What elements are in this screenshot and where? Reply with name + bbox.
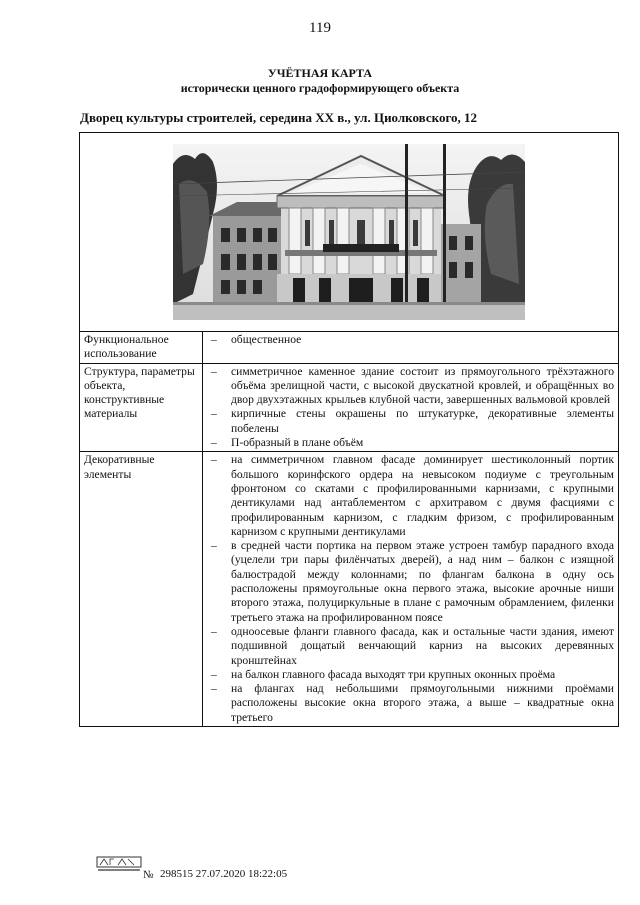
row-content-decor: [203, 452, 619, 727]
row-label-structure: Структура, параметры объекта, конструктивные материалы: [80, 363, 203, 452]
object-name: Дворец культуры строителей, середина XX в., ул. Циолковского, 12: [80, 110, 478, 125]
list-item: – симметричное каменное здание состоит из прямоугольного трёхэтажного объёма зрелищной части, с высокой двускатной кровлей, и обращённых во двор двухэтажных крыльев клубной части, завершенных вальмовой кровлей: [211, 364, 614, 407]
row-structure: [80, 363, 619, 452]
photo-row: [80, 133, 619, 332]
building-photo: [173, 144, 525, 320]
doc-number-symbol: №: [143, 869, 154, 881]
page-number: 119: [309, 20, 331, 36]
list-item: – на флангах над небольшими прямоугольными нижними проёмами расположены высокие окна второго этажа, а выше – квадратные окна третьего: [211, 682, 614, 724]
registration-card-table: [79, 132, 619, 727]
list-item: – в средней части портика на первом этаже устроен тамбур парадного входа (уцелели три пары филёнчатых дверей), а над ним – балкон с изящной балюстрадой между колоннами; по флангам балкона в одну ось расположены прямоугольные окна первого этажа, высокие арочные ниши второго этажа, полуциркульные в плане с рамочным обрамлением, филенки третьего этажа на профилированном поясе: [211, 539, 614, 624]
registry-stamp-icon: [96, 856, 142, 874]
row-label-decor: Декоративные элементы: [80, 452, 203, 727]
title-line-1: УЧЁТНАЯ КАРТА: [267, 66, 373, 80]
row-label-function: Функциональное использование: [80, 332, 203, 364]
row-decor: [80, 452, 619, 727]
row-content-structure: [203, 363, 619, 452]
list-item: – общественное: [211, 333, 302, 346]
doc-number: 298515 27.07.2020 18:22:05: [160, 868, 288, 880]
photo-cell: [80, 133, 619, 332]
title-line-2: исторически ценного градоформирующего объекта: [180, 81, 460, 95]
document-title: [0, 66, 640, 96]
list-item: – одноосевые фланги главного фасада, как и остальные части здания, имеют подшивной дощатый венчающий карниз на высоких деревянных кронштейнах: [211, 624, 614, 667]
list-item: – П-образный в плане объём: [211, 436, 364, 450]
list-item: – на симметричном главном фасаде доминирует шестиколонный портик большого коринфского ордера на невысоком подиуме с треугольным фронтоном со скатами с профилированными карнизами, с крупными дентикулами над антаблементом с архитравом с двумя фасциями с профилированным карнизом, с гладким фризом, с профилированным карнизом с крупными дентикулами: [211, 453, 614, 538]
row-function: [80, 332, 619, 364]
list-item: – на балкон главного фасада выходят три крупных оконных проёма: [211, 667, 556, 681]
row-content-function: [203, 332, 619, 364]
list-item: – кирпичные стены окрашены по штукатурке, декоративные элементы побелены: [211, 407, 614, 435]
